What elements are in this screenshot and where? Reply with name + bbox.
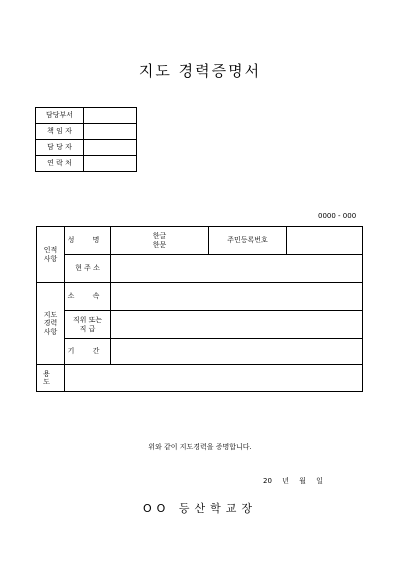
position-label: 직위 또는 직 급 [65,311,111,339]
form-row [37,227,363,255]
career-section-label: 지도 경력 사항 [37,283,65,365]
purpose-value [65,365,363,392]
contact-label: 연 락 처 [36,156,84,172]
contact-row [36,124,137,140]
address-value [111,255,363,283]
personal-section-label: 인적 사항 [37,227,65,283]
certification-statement: 위와 같이 지도경력을 증명합니다. [148,443,252,451]
form-row [37,311,363,339]
contact-label: 책 임 자 [36,124,84,140]
contact-value [84,156,137,172]
name-label: 성 명 [65,227,111,255]
affiliation-value [111,283,363,311]
purpose-label: 용 도 [37,365,65,392]
name-kinds-label: 한글 한문 [111,227,209,255]
contact-value [84,108,137,124]
form-row [37,339,363,365]
period-value [111,339,363,365]
document-number: 0000 - 000 [318,212,357,220]
form-row [37,283,363,311]
contact-label: 담 당 자 [36,140,84,156]
issue-date: 20 년 월 일 [263,477,323,485]
form-row [37,365,363,392]
contact-value [84,140,137,156]
period-label: 기 간 [65,339,111,365]
contact-label: 담당부서 [36,108,84,124]
contact-table [35,107,137,172]
form-row [37,255,363,283]
contact-value [84,124,137,140]
document-title: 지도 경력증명서 [138,62,262,80]
address-label: 현 주 소 [65,255,111,283]
contact-row [36,156,137,172]
contact-row [36,140,137,156]
id-number-label: 주민등록번호 [209,227,287,255]
id-number-value [287,227,363,255]
issuer-name: OO 등산학교장 [143,502,257,515]
contact-row [36,108,137,124]
affiliation-label: 소 속 [65,283,111,311]
certificate-form [36,226,363,392]
position-value [111,311,363,339]
